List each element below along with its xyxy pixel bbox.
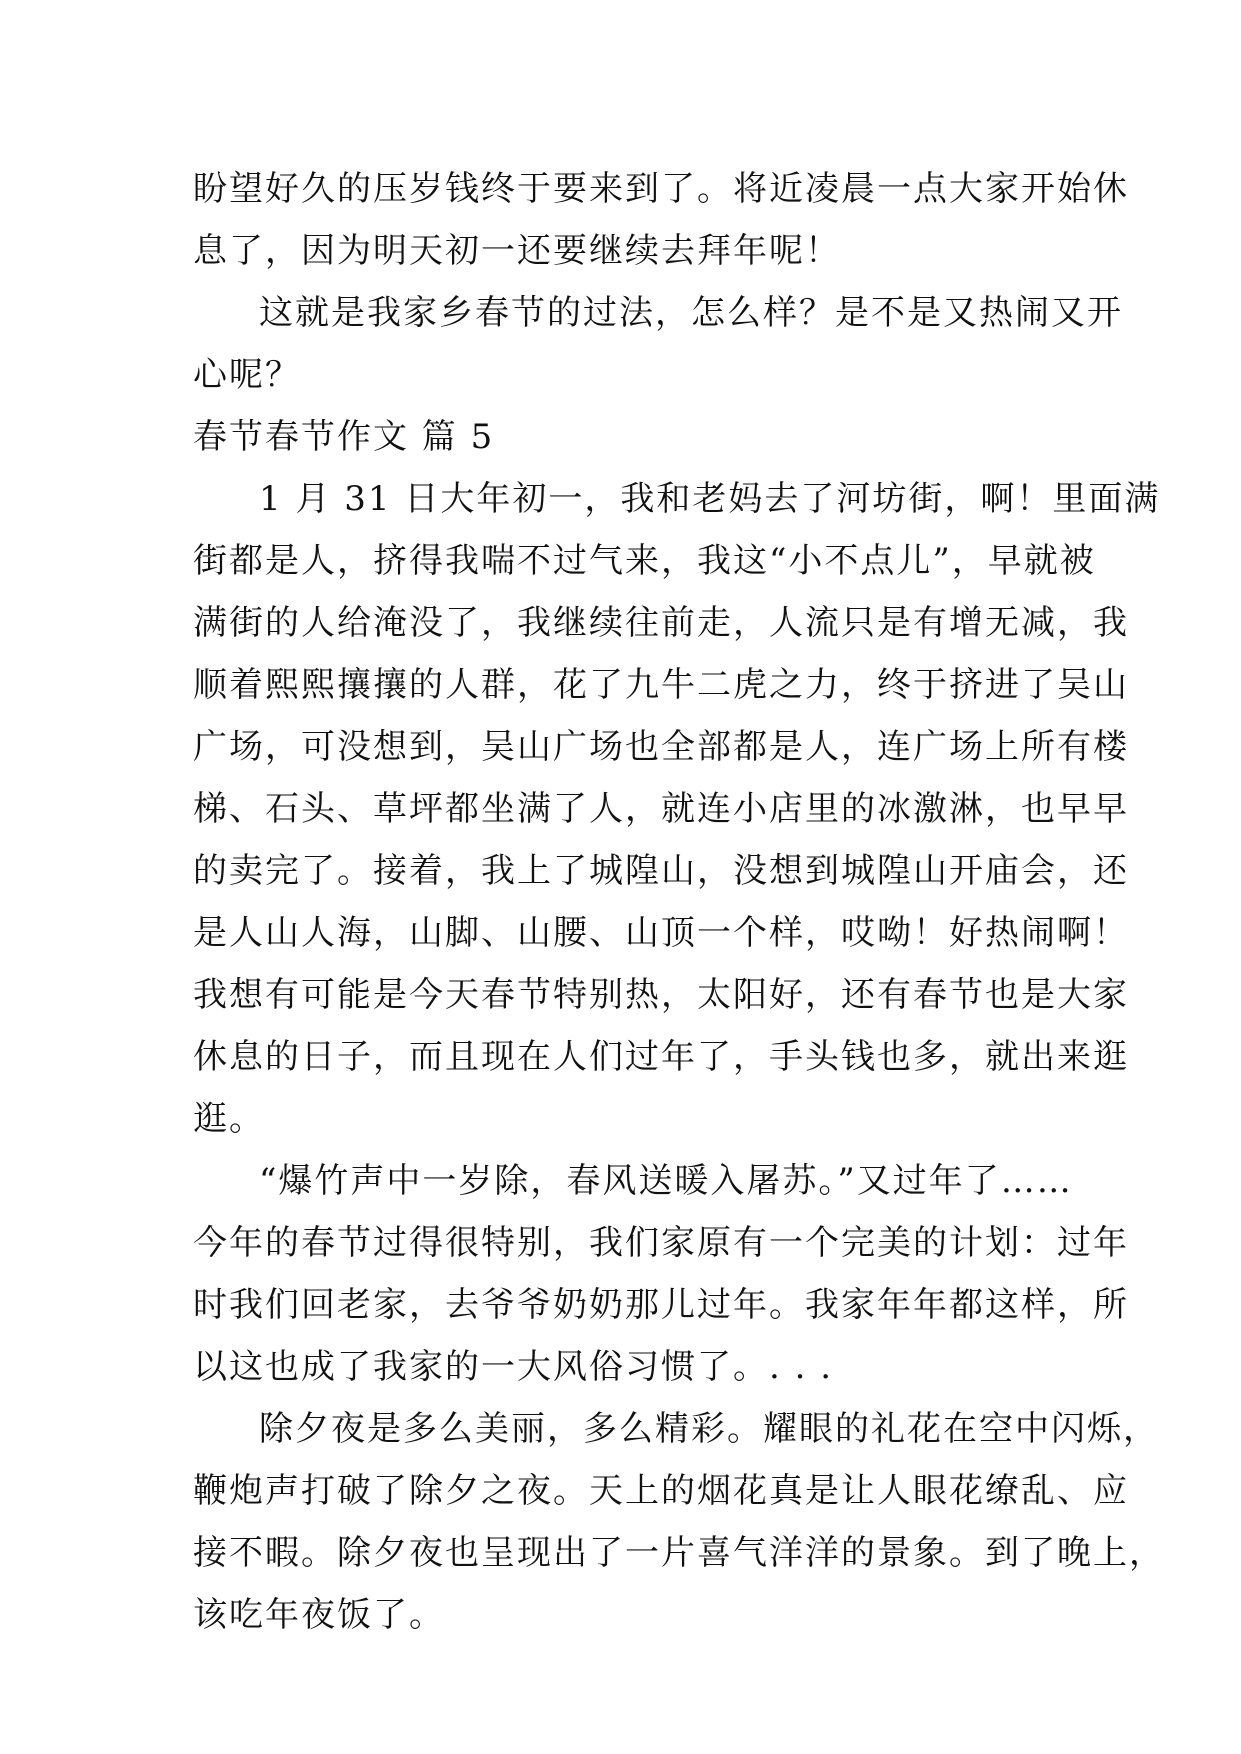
text-line: 休息的日子，而且现在人们过年了，手头钱也多，就出来逛 — [193, 1037, 1129, 1077]
text-line: 广场，可没想到，吴山广场也全部都是人，连广场上所有楼 — [193, 727, 1129, 767]
text-line: 鞭炮声打破了除夕之夜。天上的烟花真是让人眼花缭乱、应 — [193, 1471, 1129, 1511]
section-heading: 春节春节作文 篇 5 — [193, 417, 495, 457]
paragraph-5 — [193, 1398, 1165, 1646]
text-line: 逛。 — [193, 1099, 265, 1139]
text-line: 的卖完了。接着，我上了城隍山，没想到城隍山开庙会，还 — [193, 851, 1129, 891]
paragraph-2 — [193, 282, 1123, 406]
text-line: 顺着熙熙攘攘的人群，花了九牛二虎之力，终于挤进了吴山 — [193, 665, 1129, 705]
paragraph-3 — [193, 468, 1161, 1150]
text-line: 我想有可能是今天春节特别热，太阳好，还有春节也是大家 — [193, 975, 1129, 1015]
text-line: 满街的人给淹没了，我继续往前走，人流只是有增无减，我 — [193, 603, 1129, 643]
text-line: 梯、石头、草坪都坐满了人，就连小店里的冰激淋，也早早 — [193, 789, 1129, 829]
paragraph-1 — [193, 158, 1129, 282]
text-line: 盼望好久的压岁钱终于要来到了。将近凌晨一点大家开始休 — [193, 169, 1129, 209]
text-line: 今年的春节过得很特别，我们家原有一个完美的计划：过年 — [193, 1223, 1129, 1263]
text-line: 1 月 31 日大年初一，我和老妈去了河坊街，啊！里面满 — [259, 479, 1161, 519]
text-line: 这就是我家乡春节的过法，怎么样？是不是又热闹又开 — [259, 293, 1123, 333]
text-line: 该吃年夜饭了。 — [193, 1595, 445, 1635]
text-line: 时我们回老家，去爷爷奶奶那儿过年。我家年年都这样，所 — [193, 1285, 1129, 1325]
paragraph-4 — [193, 1150, 1129, 1398]
text-line: “爆竹声中一岁除，春风送暖入屠苏。”又过年了…… — [259, 1161, 1073, 1201]
text-line: 接不暇。除夕夜也呈现出了一片喜气洋洋的景象。到了晚上， — [193, 1533, 1165, 1573]
document-page — [193, 158, 1165, 1646]
text-line: 是人山人海，山脚、山腰、山顶一个样，哎呦！好热闹啊！ — [193, 913, 1129, 953]
text-line: 心呢？ — [193, 355, 301, 395]
text-line: 街都是人，挤得我喘不过气来，我这“小不点儿”，早就被 — [193, 541, 1096, 581]
text-line: 息了，因为明天初一还要继续去拜年呢！ — [193, 231, 841, 271]
text-line: 除夕夜是多么美丽，多么精彩。耀眼的礼花在空中闪烁， — [259, 1409, 1159, 1449]
text-line: 以这也成了我家的一大风俗习惯了。. . . — [193, 1347, 834, 1387]
